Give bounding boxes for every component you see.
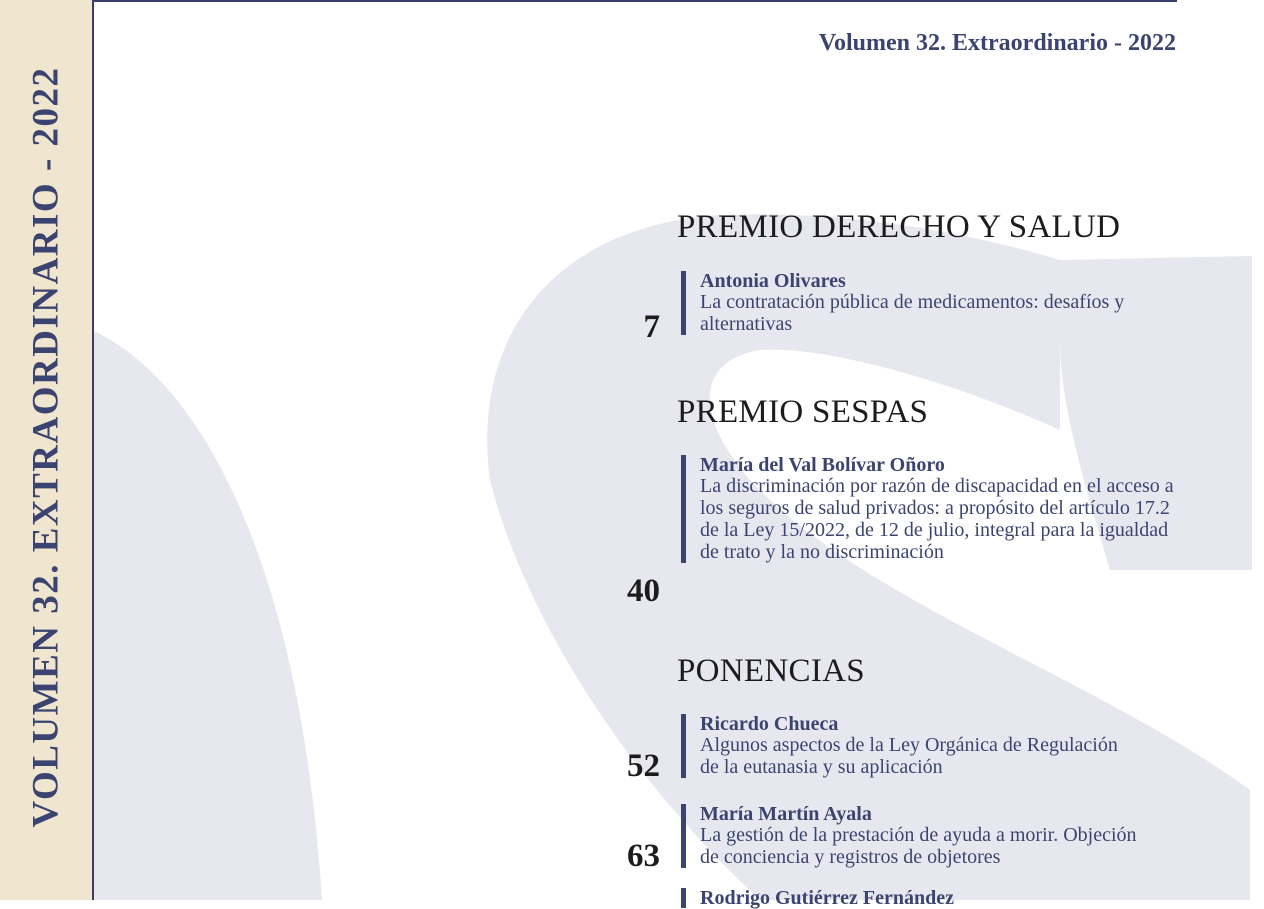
section-title-premio-derecho-y-salud: PREMIO DERECHO Y SALUD	[677, 209, 1121, 245]
entry-title: La contratación pública de medicamentos: desafíos y alternativas	[700, 291, 1125, 335]
spine-panel	[0, 0, 94, 900]
toc-entry[interactable]	[681, 804, 1160, 868]
entry-author: María Martín Ayala	[700, 803, 872, 825]
entry-author: Rodrigo Gutiérrez Fernández	[700, 887, 955, 909]
entry-title: Algunos aspectos de la Ley Orgánica de Regulación de la eutanasia y su aplicación	[700, 734, 1118, 778]
entry-title: La discriminación por razón de discapacidad en el acceso a los seguros de salud privados: a propósito del artículo 17.2 de la Ley 15/2022, de 12 de julio, integral para la igualdad de trato y la no discriminación	[700, 475, 1174, 563]
page-number: 63	[627, 838, 660, 874]
top-border	[92, 0, 1177, 2]
entry-author: Antonia Olivares	[700, 270, 846, 292]
toc-entry[interactable]	[681, 714, 1120, 778]
toc-entry[interactable]	[681, 271, 1180, 335]
toc-entry[interactable]	[681, 455, 1190, 563]
entry-author: María del Val Bolívar Oñoro	[700, 454, 945, 476]
section-title-ponencias: PONENCIAS	[677, 653, 865, 689]
page-number: 40	[627, 573, 660, 609]
page-number: 7	[643, 309, 660, 345]
entry-author: Ricardo Chueca	[700, 713, 839, 735]
entry-title: La gestión de la prestación de ayuda a morir. Objeción de conciencia y registros de objetores	[700, 824, 1137, 868]
spine-volume-label: VOLUMEN 32. EXTRAORDINARIO - 2022	[25, 66, 67, 828]
volume-header: Volumen 32. Extraordinario - 2022	[818, 30, 1176, 56]
toc-entry[interactable]	[681, 888, 1160, 908]
page-number: 52	[627, 748, 660, 784]
section-title-premio-sespas: PREMIO SESPAS	[677, 394, 929, 430]
